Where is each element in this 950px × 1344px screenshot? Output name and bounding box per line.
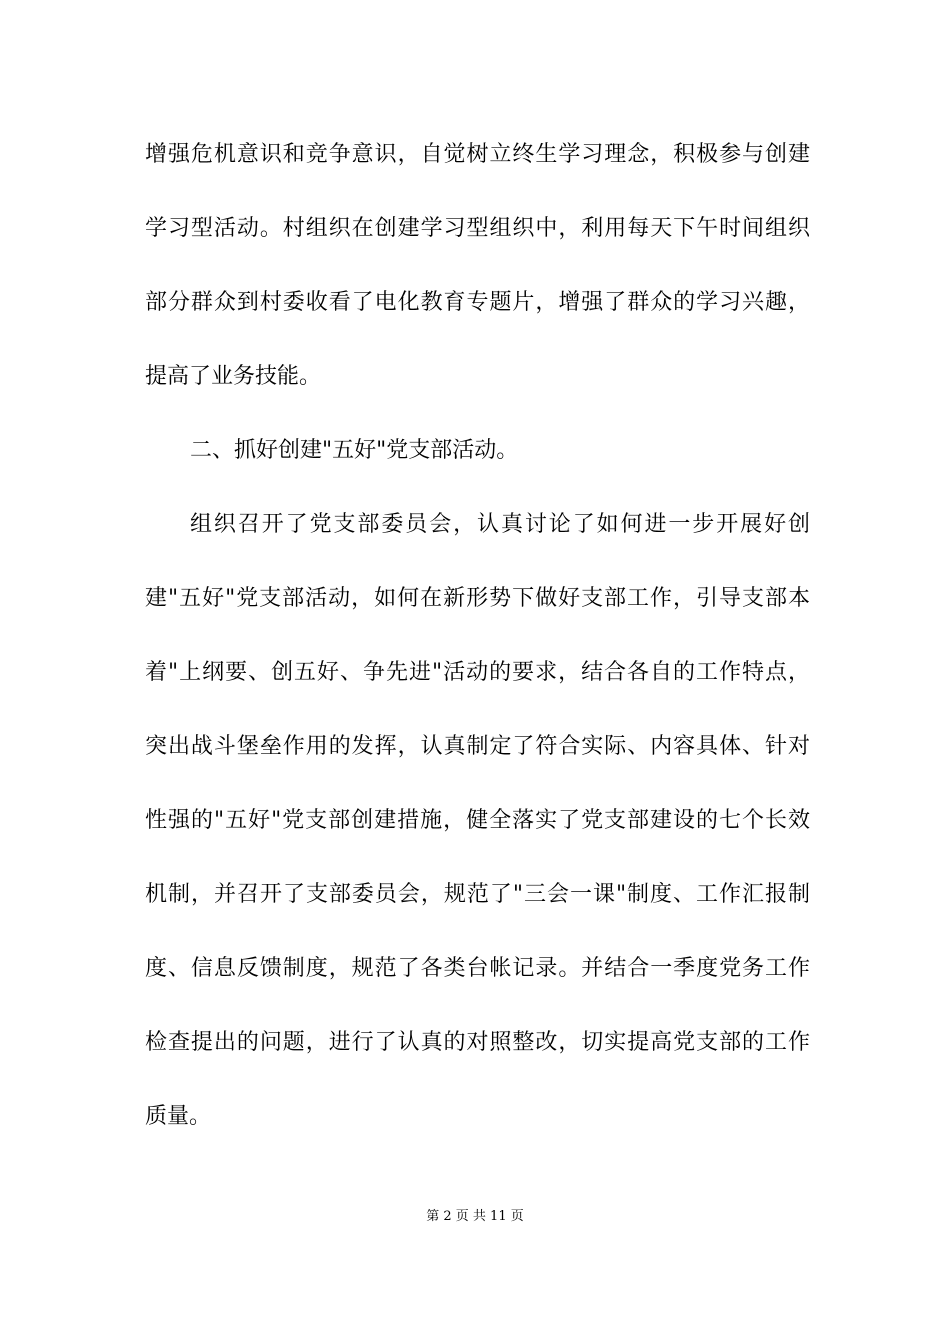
paragraph-2-line-7: 度、信息反馈制度，规范了各类台帐记录。并结合一季度党务工作	[145, 956, 810, 981]
paragraph-1-line-2: 学习型活动。村组织在创建学习型组织中，利用每天下午时间组织	[145, 216, 810, 241]
paragraph-2-line-2: 建"五好"党支部活动，如何在新形势下做好支部工作，引导支部本	[145, 586, 810, 611]
paragraph-2-line-8: 检查提出的问题，进行了认真的对照整改，切实提高党支部的工作	[145, 1030, 810, 1055]
paragraph-1-line-4: 提高了业务技能。	[145, 364, 322, 389]
paragraph-2-line-4: 突出战斗堡垒作用的发挥，认真制定了符合实际、内容具体、针对	[145, 734, 810, 759]
paragraph-2-line-1: 组织召开了党支部委员会，认真讨论了如何进一步开展好创	[190, 512, 810, 537]
page-footer: 第 2 页 共 11 页	[426, 1209, 524, 1224]
paragraph-2-line-3: 着"上纲要、创五好、争先进"活动的要求，结合各自的工作特点，	[145, 660, 810, 685]
paragraph-2-line-5: 性强的"五好"党支部创建措施，健全落实了党支部建设的七个长效	[145, 808, 810, 833]
paragraph-1-line-1: 增强危机意识和竞争意识，自觉树立终生学习理念，积极参与创建	[145, 142, 810, 167]
section-heading-2: 二、抓好创建"五好"党支部活动。	[190, 438, 519, 463]
paragraph-2-line-6: 机制，并召开了支部委员会，规范了"三会一课"制度、工作汇报制	[145, 882, 810, 907]
paragraph-1-line-3: 部分群众到村委收看了电化教育专题片，增强了群众的学习兴趣，	[145, 290, 810, 315]
paragraph-2-line-9: 质量。	[145, 1104, 212, 1129]
